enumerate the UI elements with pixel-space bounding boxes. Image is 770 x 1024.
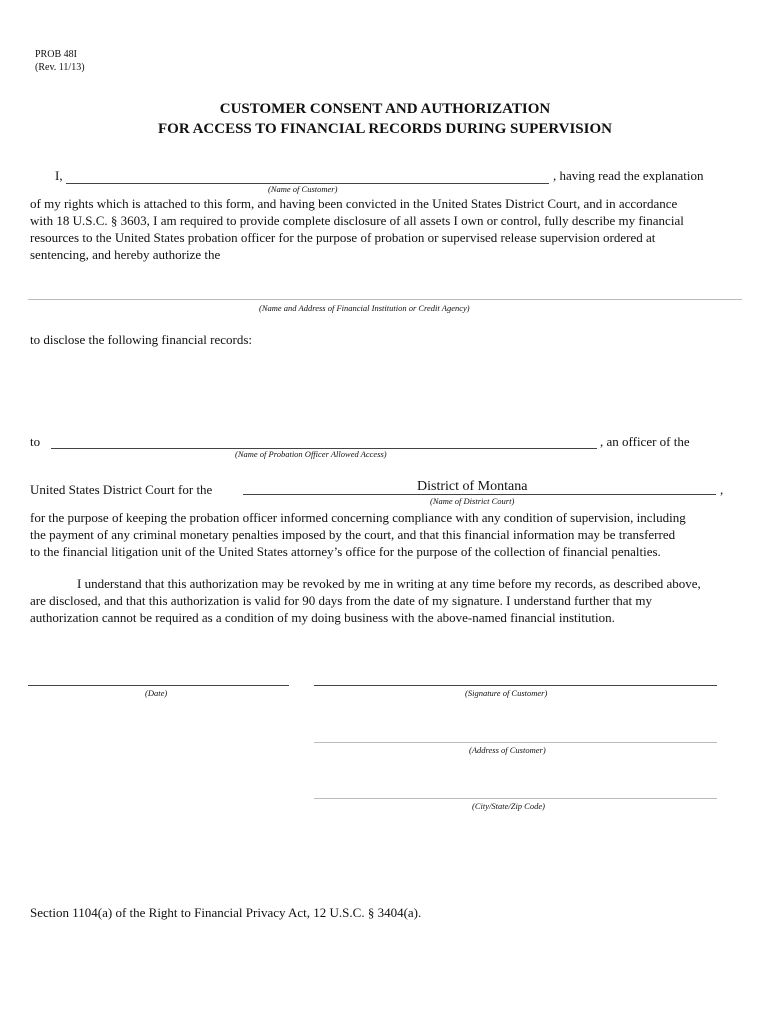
city-field[interactable] (314, 798, 717, 799)
form-title-line-2: FOR ACCESS TO FINANCIAL RECORDS DURING SUPERVISION (157, 121, 612, 137)
footer-citation: Section 1104(a) of the Right to Financial Privacy Act, 12 U.S.C. § 3404(a). (30, 905, 422, 920)
officer-prefix: to (30, 434, 41, 449)
body1-line2: with 18 U.S.C. § 3603, I am required to provide complete disclosure of all assets I own or control, fully describe my financial (30, 213, 684, 228)
address-field[interactable] (314, 742, 717, 743)
district-name-caption: (Name of District Court) (430, 496, 515, 506)
body3-line1: I understand that this authorization may be revoked by me in writing at any time before my records, as described above, (77, 576, 701, 591)
form-title-line-1: CUSTOMER CONSENT AND AUTHORIZATION (219, 101, 551, 117)
address-caption: (Address of Customer) (469, 745, 546, 755)
institution-caption: (Name and Address of Financial Institution or Credit Agency) (259, 303, 470, 313)
city-caption: (City/State/Zip Code) (472, 801, 545, 811)
district-prefix: United States District Court for the (30, 482, 213, 497)
body1-line3: resources to the United States probation officer for the purpose of probation or supervised release supervision ordered at (30, 230, 656, 245)
records-label: to disclose the following financial records: (30, 332, 253, 347)
signature-caption: (Signature of Customer) (465, 688, 548, 698)
signature-field[interactable] (314, 685, 717, 686)
body2-line2: the payment of any criminal monetary penalties imposed by the court, and that this financial information may be transferred (30, 527, 676, 542)
body2-line3: to the financial litigation unit of the United States attorney’s office for the purpose of the collection of financial penalties. (30, 544, 661, 559)
records-value[interactable] (30, 352, 742, 422)
officer-suffix: , an officer of the (600, 434, 690, 449)
district-name-value[interactable]: District of Montana (417, 479, 528, 494)
officer-name-caption: (Name of Probation Officer Allowed Access) (235, 449, 387, 459)
form-revision: (Rev. 11/13) (35, 62, 85, 73)
body1-line4: sentencing, and hereby authorize the (30, 247, 221, 262)
institution-field[interactable] (28, 299, 742, 300)
customer-suffix: , having read the explanation (553, 168, 704, 183)
form-header (35, 48, 85, 74)
date-field[interactable] (28, 685, 289, 686)
body3-line3: authorization cannot be required as a condition of my doing business with the above-named financial institution. (30, 610, 615, 625)
customer-name-caption: (Name of Customer) (268, 184, 338, 194)
district-suffix: , (720, 482, 724, 497)
body1-line1: of my rights which is attached to this form, and having been convicted in the United States District Court, and in accordance (30, 196, 678, 211)
date-caption: (Date) (145, 688, 168, 698)
form-id: PROB 48I (35, 49, 77, 60)
body2-line1: for the purpose of keeping the probation officer informed concerning compliance with any condition of supervision, including (30, 510, 686, 525)
body3-line2: are disclosed, and that this authorization is valid for 90 days from the date of my signature. I understand further that my (30, 593, 653, 608)
customer-prefix: I, (55, 168, 63, 183)
